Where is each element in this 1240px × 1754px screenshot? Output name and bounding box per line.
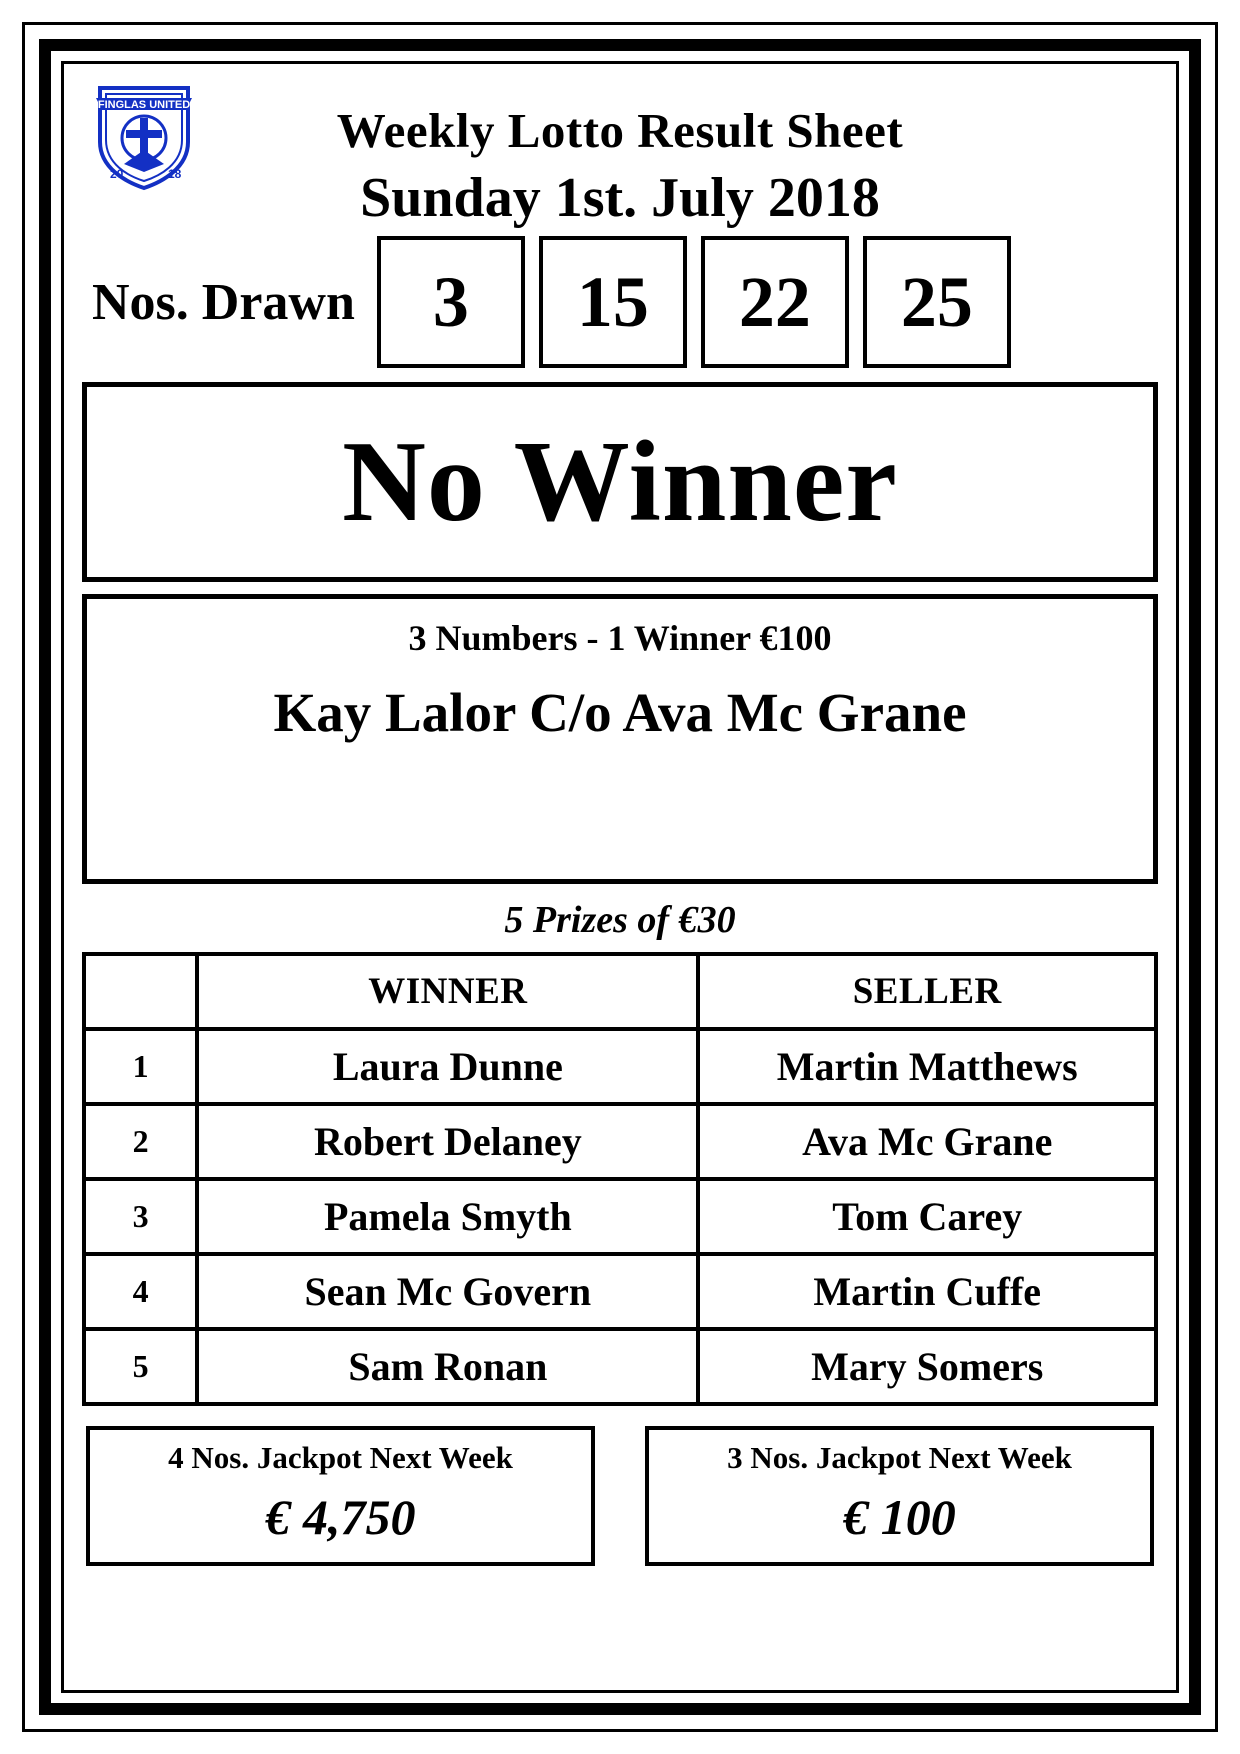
row-index: 1 [84, 1029, 197, 1104]
row-winner: Laura Dunne [197, 1029, 698, 1104]
row-winner: Robert Delaney [197, 1104, 698, 1179]
next-week-jackpots [82, 1426, 1158, 1566]
drawn-number: 25 [863, 236, 1011, 368]
row-index: 4 [84, 1254, 197, 1329]
table-row [84, 1254, 1156, 1329]
row-seller: Ava Mc Grane [698, 1104, 1156, 1179]
club-crest-icon [90, 80, 198, 192]
row-index: 5 [84, 1329, 197, 1404]
table-row [84, 1029, 1156, 1104]
row-winner: Pamela Smyth [197, 1179, 698, 1254]
table-row [84, 1104, 1156, 1179]
page-title: Weekly Lotto Result Sheet [336, 103, 904, 158]
row-seller: Mary Somers [698, 1329, 1156, 1404]
row-seller: Martin Cuffe [698, 1254, 1156, 1329]
drawn-number: 3 [377, 236, 525, 368]
jackpot-result-text: No Winner [342, 418, 898, 547]
jackpot-amount: € 4,750 [265, 1489, 416, 1546]
table-row [84, 1329, 1156, 1404]
jackpot-result-banner [82, 382, 1158, 582]
numbers-drawn-row [82, 236, 1158, 368]
inner-border [61, 61, 1179, 1693]
consolation-winners-table [82, 952, 1158, 1406]
svg-text:20: 20 [110, 167, 124, 181]
jackpot-box-three-numbers [645, 1426, 1154, 1566]
jackpot-box-four-numbers [86, 1426, 595, 1566]
thick-border [39, 39, 1201, 1715]
svg-text:18: 18 [168, 167, 182, 181]
match-three-heading: 3 Numbers - 1 Winner €100 [408, 618, 832, 659]
column-header-seller: SELLER [698, 954, 1156, 1029]
draw-date: Sunday 1st. July 2018 [360, 166, 880, 229]
numbers-drawn-label: Nos. Drawn [92, 273, 355, 331]
svg-text:FINGLAS UNITED: FINGLAS UNITED [97, 99, 191, 111]
drawn-number: 15 [539, 236, 687, 368]
row-winner: Sam Ronan [197, 1329, 698, 1404]
table-header-row [84, 954, 1156, 1029]
column-header-winner: WINNER [197, 954, 698, 1029]
jackpot-label: 4 Nos. Jackpot Next Week [168, 1440, 513, 1476]
jackpot-amount: € 100 [843, 1489, 956, 1546]
consolation-caption: 5 Prizes of €30 [504, 899, 736, 942]
row-seller: Martin Matthews [698, 1029, 1156, 1104]
sheet-header [82, 78, 1158, 230]
drawn-number: 22 [701, 236, 849, 368]
jackpot-label: 3 Nos. Jackpot Next Week [727, 1440, 1072, 1476]
row-winner: Sean Mc Govern [197, 1254, 698, 1329]
row-index: 3 [84, 1179, 197, 1254]
match-three-block [82, 594, 1158, 884]
row-index: 2 [84, 1104, 197, 1179]
drawn-number-boxes [377, 236, 1011, 368]
column-header-index [84, 954, 197, 1029]
outer-border [22, 22, 1218, 1732]
match-three-winner: Kay Lalor C/o Ava Mc Grane [273, 682, 967, 744]
row-seller: Tom Carey [698, 1179, 1156, 1254]
table-row [84, 1179, 1156, 1254]
